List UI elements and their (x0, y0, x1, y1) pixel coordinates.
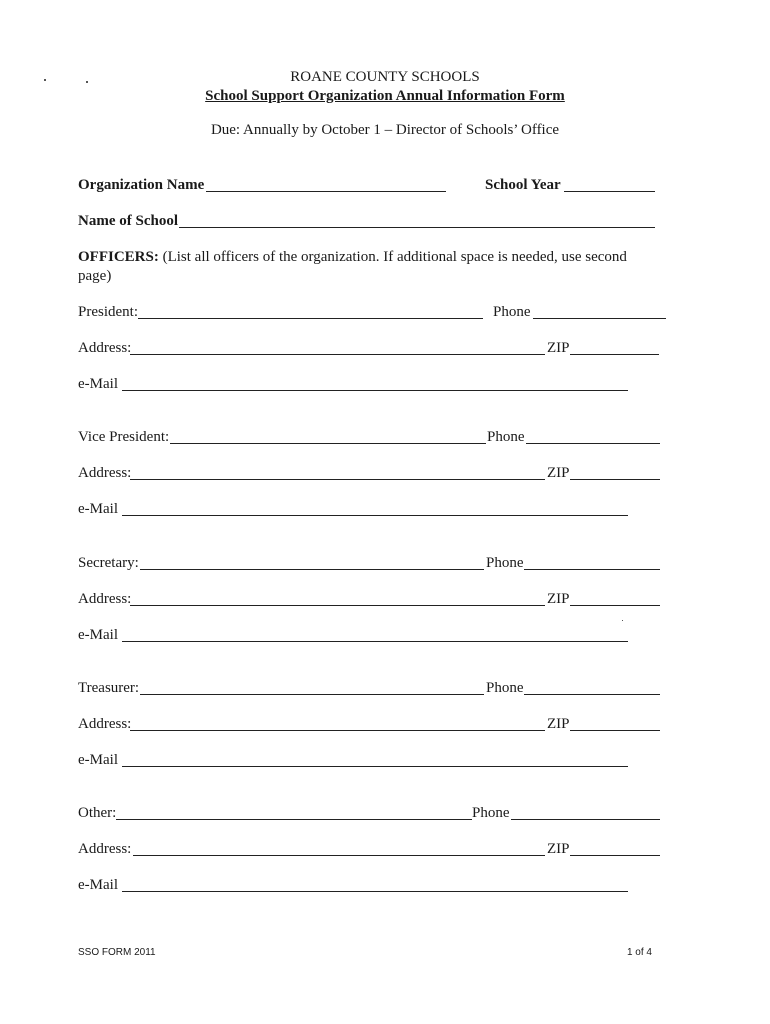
secretary-zip-field[interactable] (570, 605, 660, 606)
secretary-email-label: e-Mail (78, 627, 118, 643)
president-phone-field[interactable] (533, 318, 666, 319)
other-email-label: e-Mail (78, 877, 118, 893)
other-phone-field[interactable] (511, 819, 660, 820)
treasurer-address-field[interactable] (130, 730, 545, 731)
officers-heading: OFFICERS: (78, 249, 159, 265)
vice-president-zip-field[interactable] (570, 479, 660, 480)
secretary-address-field[interactable] (130, 605, 545, 606)
other-phone-label: Phone (472, 805, 510, 821)
treasurer-label: Treasurer: (78, 680, 140, 696)
treasurer-phone-label: Phone (486, 680, 524, 696)
other-address-label: Address: (78, 841, 132, 857)
vice-president-label: Vice President: (78, 429, 170, 445)
treasurer-address-label: Address: (78, 716, 132, 732)
president-email-label: e-Mail (78, 376, 118, 392)
secretary-address-label: Address: (78, 591, 132, 607)
other-email-row (78, 874, 630, 896)
scan-speck (44, 79, 46, 81)
treasurer-zip-label: ZIP (547, 716, 570, 732)
secretary-name-field[interactable] (140, 569, 484, 570)
secretary-email-row (78, 624, 630, 646)
secretary-phone-label: Phone (486, 555, 524, 571)
other-address-field[interactable] (133, 855, 545, 856)
treasurer-phone-field[interactable] (524, 694, 660, 695)
other-zip-label: ZIP (547, 841, 570, 857)
form-title: ROANE COUNTY SCHOOLS (290, 69, 480, 85)
name-of-school-field[interactable] (179, 227, 655, 228)
treasurer-row (78, 677, 662, 699)
vice-president-phone-label: Phone (487, 429, 525, 445)
organization-name-label: Organization Name (78, 177, 205, 193)
school-year-label: School Year (485, 177, 561, 193)
secretary-label: Secretary: (78, 555, 139, 571)
page-number: 1 of 4 (626, 947, 652, 958)
school-year-field[interactable] (564, 191, 655, 192)
name-of-school-row (78, 210, 658, 232)
president-name-field[interactable] (138, 318, 483, 319)
secretary-address-row (78, 588, 662, 610)
treasurer-name-field[interactable] (140, 694, 484, 695)
vice-president-row (78, 426, 662, 448)
other-zip-field[interactable] (570, 855, 660, 856)
other-label: Other: (78, 805, 117, 821)
treasurer-email-row (78, 749, 630, 771)
vice-president-zip-label: ZIP (547, 465, 570, 481)
organization-name-field[interactable] (206, 191, 446, 192)
other-email-field[interactable] (122, 891, 628, 892)
president-address-row (78, 337, 660, 359)
president-email-field[interactable] (122, 390, 628, 391)
secretary-zip-label: ZIP (547, 591, 570, 607)
president-phone-label: Phone (493, 304, 531, 320)
treasurer-zip-field[interactable] (570, 730, 660, 731)
other-row (78, 802, 662, 824)
vice-president-phone-field[interactable] (526, 443, 660, 444)
vice-president-email-label: e-Mail (78, 501, 118, 517)
president-address-label: Address: (78, 340, 132, 356)
secretary-row (78, 552, 662, 574)
vice-president-email-field[interactable] (122, 515, 628, 516)
president-zip-label: ZIP (547, 340, 570, 356)
vice-president-email-row (78, 498, 630, 520)
form-subtitle: School Support Organization Annual Information Form (205, 88, 565, 104)
vice-president-address-row (78, 462, 662, 484)
name-of-school-label: Name of School (78, 213, 178, 229)
president-zip-field[interactable] (570, 354, 659, 355)
organization-name-row (78, 174, 658, 196)
form-id: SSO FORM 2011 (78, 947, 156, 958)
president-row (78, 301, 668, 323)
officers-instructions (78, 248, 658, 286)
vice-president-address-label: Address: (78, 465, 132, 481)
vice-president-address-field[interactable] (130, 479, 545, 480)
other-name-field[interactable] (116, 819, 472, 820)
secretary-phone-field[interactable] (524, 569, 660, 570)
officers-instructions-text: (List all officers of the organization. If additional space is needed, use second page) (78, 249, 627, 284)
president-email-row (78, 373, 630, 395)
due-note: Due: Annually by October 1 – Director of Schools’ Office (210, 122, 560, 138)
president-address-field[interactable] (130, 354, 545, 355)
other-address-row (78, 838, 662, 860)
treasurer-address-row (78, 713, 662, 735)
scan-speck (622, 620, 623, 621)
vice-president-name-field[interactable] (170, 443, 486, 444)
secretary-email-field[interactable] (122, 641, 628, 642)
scan-speck (86, 81, 88, 83)
treasurer-email-field[interactable] (122, 766, 628, 767)
president-label: President: (78, 304, 138, 320)
treasurer-email-label: e-Mail (78, 752, 118, 768)
